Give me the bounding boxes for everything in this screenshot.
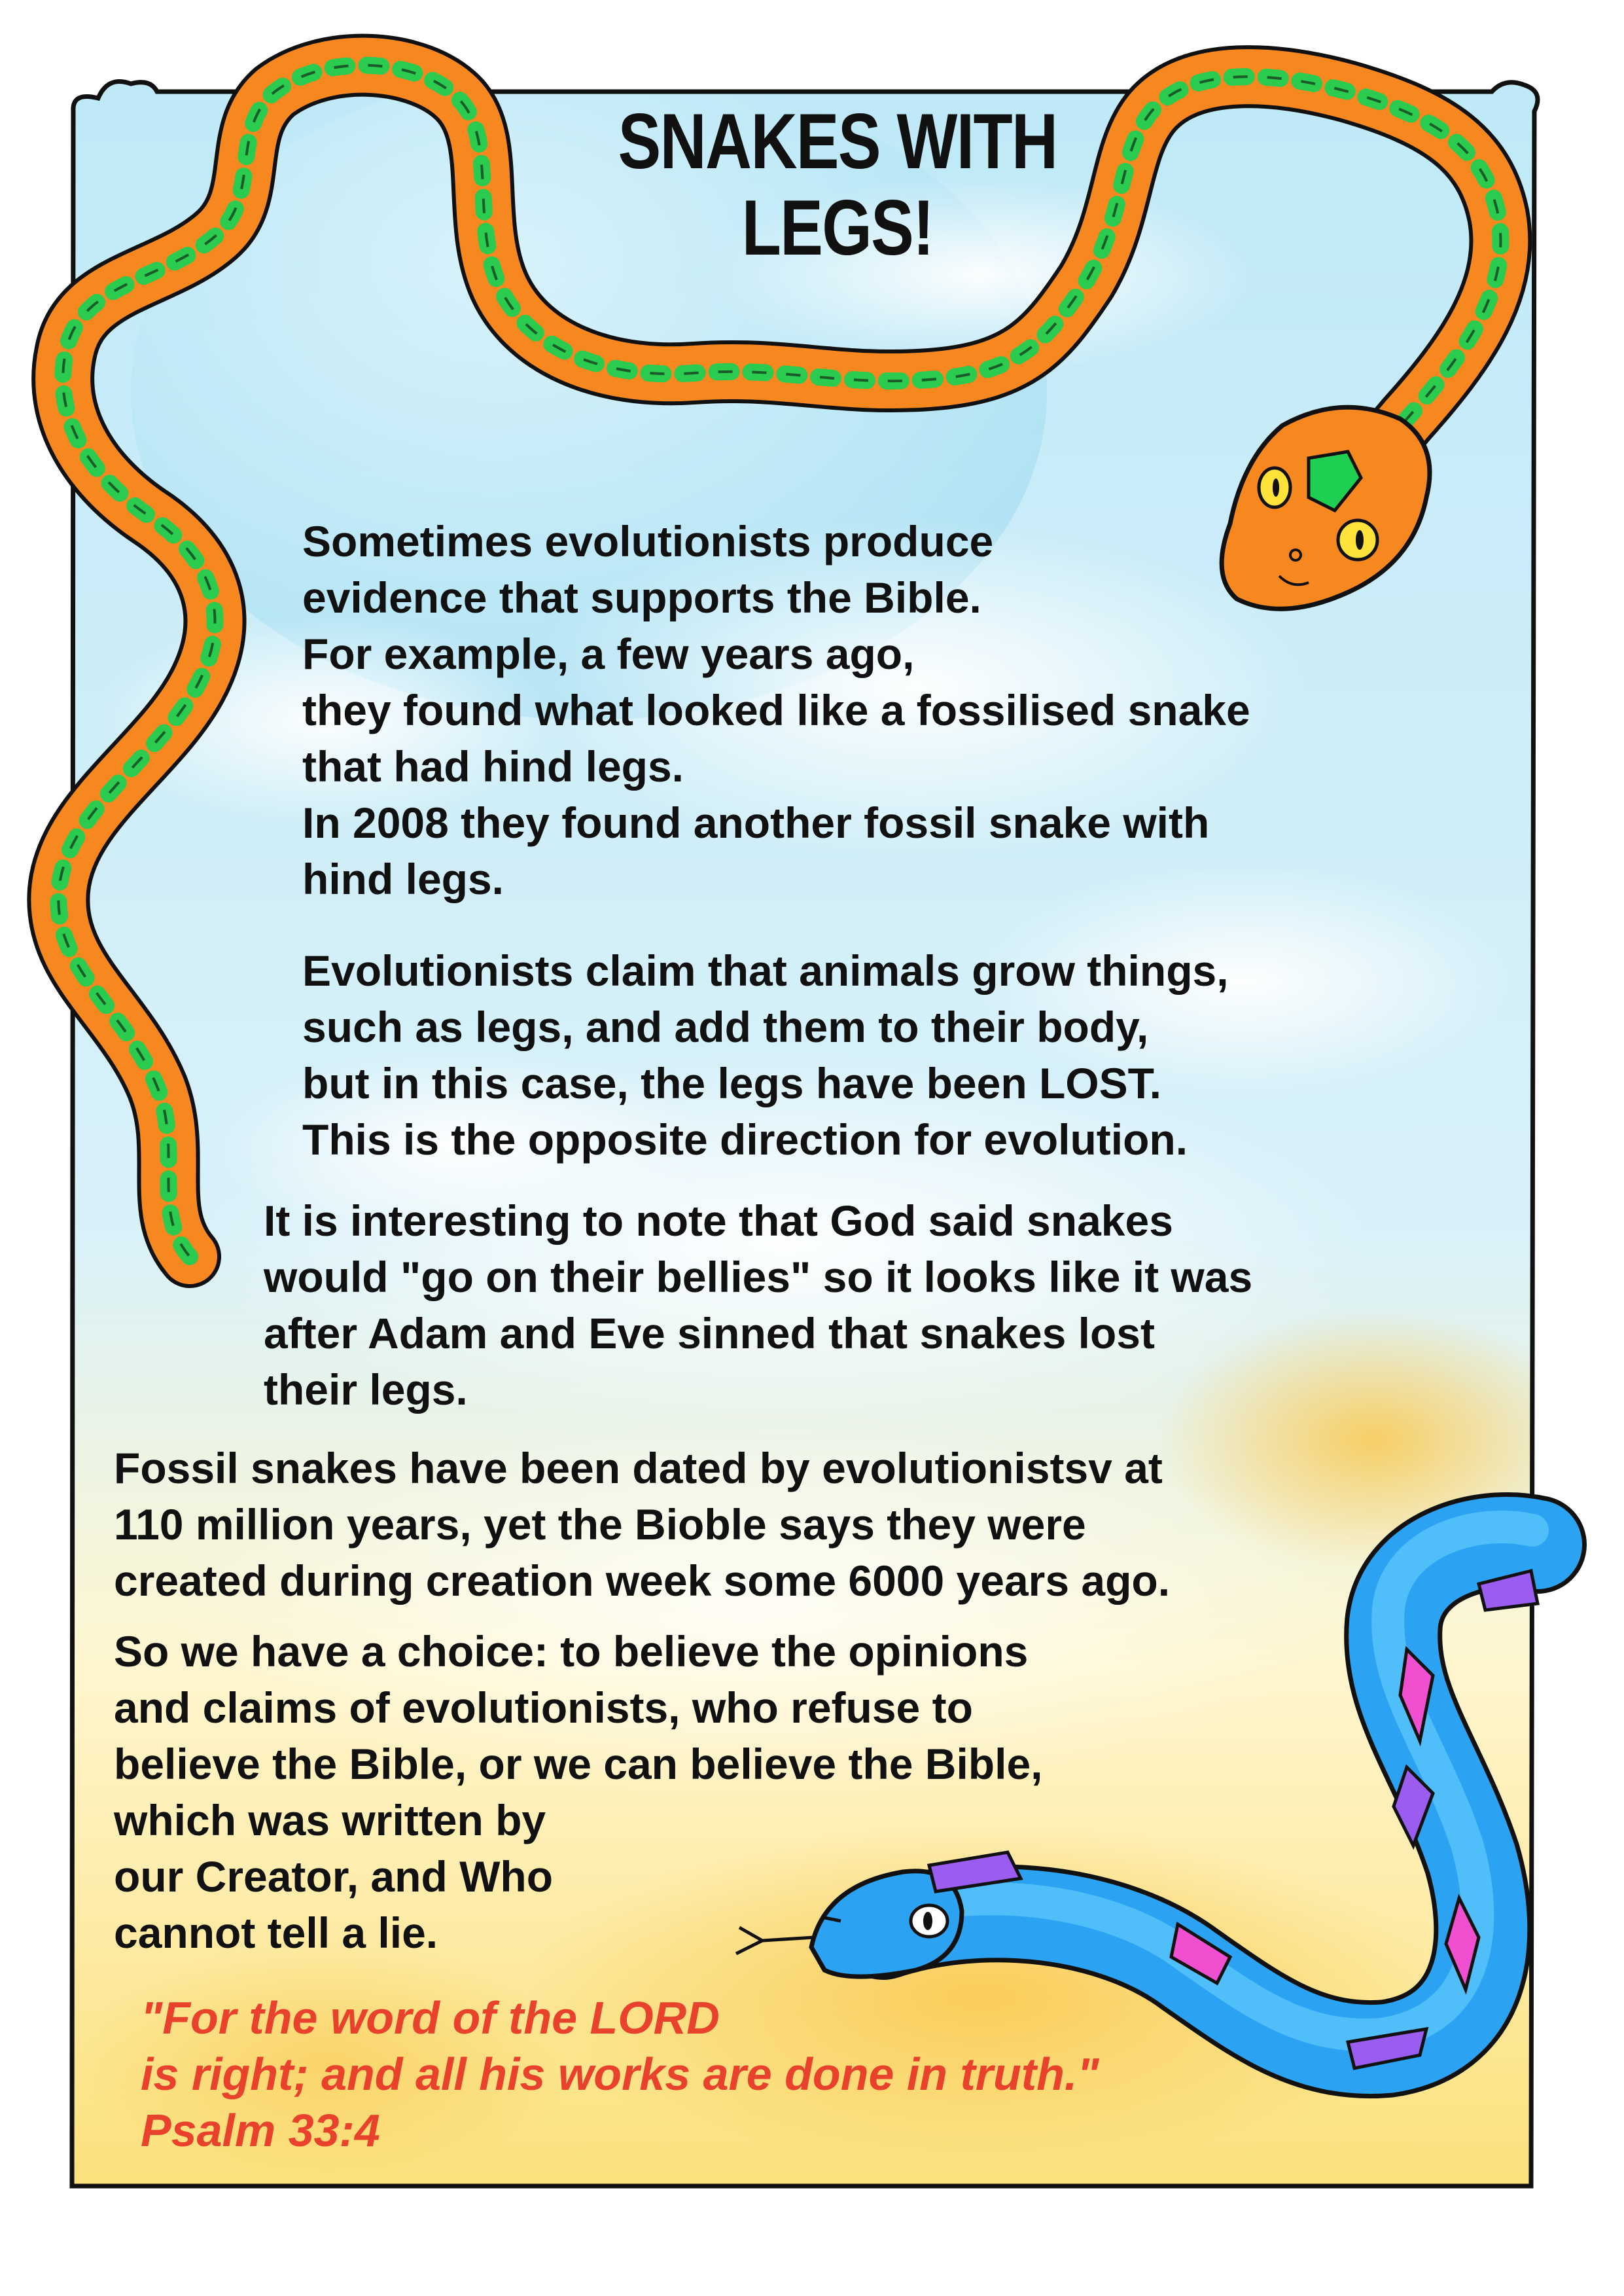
title-line-2: LEGS! <box>741 184 934 272</box>
paragraph-line: which was written by <box>114 1796 546 1844</box>
title-line-1: SNAKES WITH <box>618 98 1057 185</box>
bible-verse-quote <box>141 1990 1099 2159</box>
paragraph-line: but in this case, the legs have been LOST. <box>302 1059 1162 1107</box>
paragraph-line: 110 million years, yet the Bioble says they were <box>114 1500 1086 1549</box>
paragraph-line: such as legs, and add them to their body, <box>302 1003 1149 1051</box>
paragraph-line: For example, a few years ago, <box>302 630 915 678</box>
paragraph-line: It is interesting to note that God said snakes <box>264 1196 1173 1245</box>
paragraph-line: Sometimes evolutionists produce <box>302 517 994 565</box>
paragraph-evidence <box>302 513 1250 907</box>
paragraph-line: Evolutionists claim that animals grow things, <box>302 946 1229 995</box>
verse-reference: Psalm 33:4 <box>141 2105 380 2156</box>
paragraph-line: would "go on their bellies" so it looks like it was <box>264 1253 1253 1301</box>
paragraph-line: This is the opposite direction for evolution. <box>302 1115 1188 1164</box>
page-title <box>537 98 1138 271</box>
verse-line: "For the word of the LORD <box>141 1992 720 2043</box>
paragraph-line: Fossil snakes have been dated by evolutionistsv at <box>114 1444 1163 1492</box>
paragraph-line: believe the Bible, or we can believe the Bible, <box>114 1740 1043 1788</box>
paragraph-bellies <box>264 1193 1252 1418</box>
paragraph-line: and claims of evolutionists, who refuse to <box>114 1683 973 1732</box>
paragraph-line: evidence that supports the Bible. <box>302 573 981 622</box>
paragraph-dating <box>114 1440 1170 1609</box>
paragraph-choice <box>114 1623 1042 1961</box>
paragraph-line: In 2008 they found another fossil snake with <box>302 798 1210 847</box>
paragraph-line: created during creation week some 6000 years ago. <box>114 1556 1171 1605</box>
verse-line: is right; and all his works are done in truth." <box>141 2049 1099 2100</box>
paragraph-line: that had hind legs. <box>302 742 684 791</box>
paragraph-line: after Adam and Eve sinned that snakes lost <box>264 1309 1155 1357</box>
paragraph-line: So we have a choice: to believe the opinions <box>114 1627 1029 1676</box>
paragraph-line: our Creator, and Who <box>114 1852 554 1901</box>
paragraph-line: hind legs. <box>302 855 504 903</box>
paragraph-line: cannot tell a lie. <box>114 1909 438 1957</box>
paragraph-line: their legs. <box>264 1365 468 1414</box>
paragraph-line: they found what looked like a fossilised snake <box>302 686 1250 734</box>
paragraph-evolution-claim <box>302 942 1229 1168</box>
